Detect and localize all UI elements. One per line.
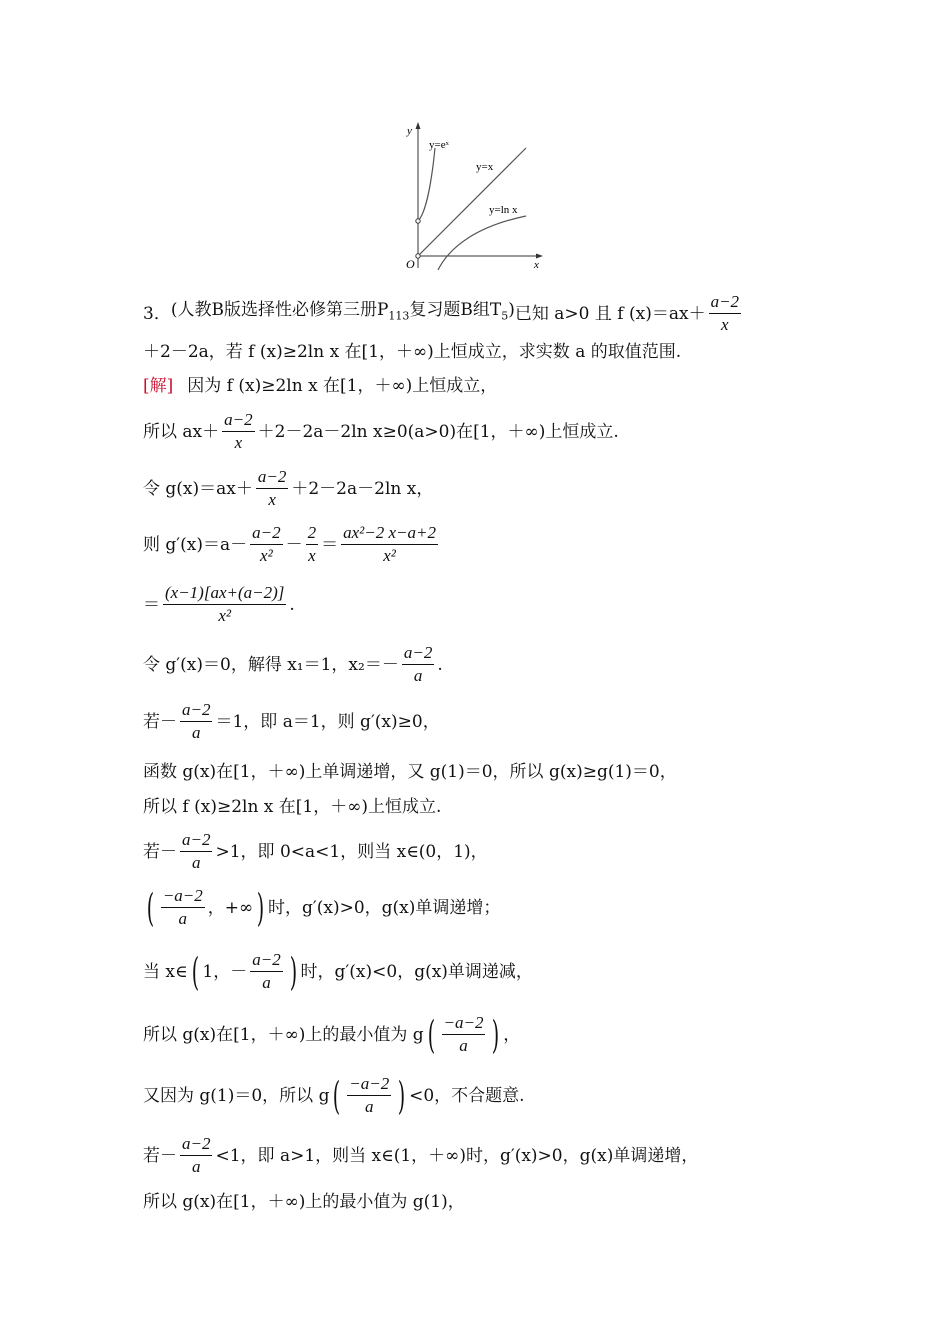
solution-line-7: 若－ $\frac{a-2}{a}$ ＝1，即 a＝1，则 g′(x)≥0，	[143, 700, 440, 742]
ln-label: y=ln x	[489, 204, 518, 216]
solution-line-1: [解] 因为 f (x)≥2ln x 在[1，＋∞)上恒成立，	[143, 376, 498, 396]
solution-line-9: 所以 f (x)≥2ln x 在[1，＋∞)上恒成立.	[143, 797, 442, 817]
exp-label: y=eˣ	[429, 139, 449, 151]
problem-source: (人教B版选择性必修第三册$P_{113}$复习题B组$T_5$)	[170, 300, 515, 323]
y-axis-label: y	[407, 125, 412, 137]
solution-line-2: 所以 ax＋ $\frac{a-2}{x}$ ＋2－2a－2ln x≥0(a>0)在[1，＋∞)上恒成立.	[143, 410, 619, 452]
problem-number: 3．	[143, 303, 171, 324]
origin-label: O	[406, 257, 415, 271]
problem-line-1	[143, 292, 744, 335]
open-point-origin	[416, 254, 420, 258]
lin-label: y=x	[476, 161, 494, 173]
problem-line-2: ＋2－2a，若 f (x)≥2ln x 在[1，＋∞)上恒成立，求实数 a 的取值范围.	[143, 342, 682, 362]
solution-line-13: 所以 g(x)在[1，＋∞)上的最小值为 g ( $\frac{-a-2}{a}$ ) ，	[143, 1012, 521, 1057]
solution-line-11: ( $\frac{-a-2}{a}$ ，+∞ ) 时，g′(x)>0，g(x)单调递增；	[146, 885, 501, 930]
x-axis-arrow	[536, 254, 543, 259]
line-curve	[418, 148, 526, 256]
solution-line-14: 又因为 g(1)＝0，所以 g ( $\frac{-a-2}{a}$ ) <0，不合题意.	[143, 1073, 525, 1118]
solution-line-16: 所以 g(x)在[1，＋∞)上的最小值为 g(1)，	[143, 1192, 465, 1212]
solution-line-4: 则 g′(x)＝a－ $\frac{a-2}{\text{x²}}$ － $\frac{2}{x}$ ＝ $\frac{\text{ax²−2 x−a+2}}{\text{x²}}$	[143, 523, 436, 565]
open-point-exp	[416, 219, 420, 223]
exp-curve	[418, 148, 435, 221]
solution-line-3: 令 g(x)＝ax＋ $\frac{a-2}{x}$ ＋2－2a－2ln x，	[143, 467, 434, 509]
x-axis-label: x	[534, 259, 539, 271]
solution-line-5: ＝ $\frac{(x-1)[ax+(a-2)]}{\text{x²}}$ .	[143, 583, 295, 625]
solution-line-10: 若－ $\frac{a-2}{a}$ >1，即 0<a<1，则当 x∈(0，1)，	[143, 830, 488, 872]
problem-stem-a: 已知 a>0 且 f (x)＝ax＋	[514, 303, 706, 324]
solution-line-8: 函数 g(x)在[1，＋∞)上单调递增，又 g(1)＝0，所以 g(x)≥g(1)＝0，	[143, 762, 677, 782]
solution-line-15: 若－ $\frac{a-2}{a}$ <1，即 a>1，则当 x∈(1，＋∞)时，g′(x)>0，g(x)单调递增，	[143, 1134, 699, 1176]
solution-line-6: 令 g′(x)＝0，解得 x₁＝1，x₂＝－ $\frac{a-2}{a}$ .	[143, 643, 443, 685]
solution-line-12: 当 x∈ ( 1，－ $\frac{a-2}{a}$ ) 时，g′(x)<0，g(x)单调递减，	[143, 949, 533, 994]
fraction: $\frac{a-2}{x}$	[710, 292, 740, 334]
solution-tag: [解]	[143, 376, 174, 396]
ln-curve	[438, 216, 526, 270]
y-axis-arrow	[416, 122, 421, 129]
function-graph	[398, 118, 548, 278]
